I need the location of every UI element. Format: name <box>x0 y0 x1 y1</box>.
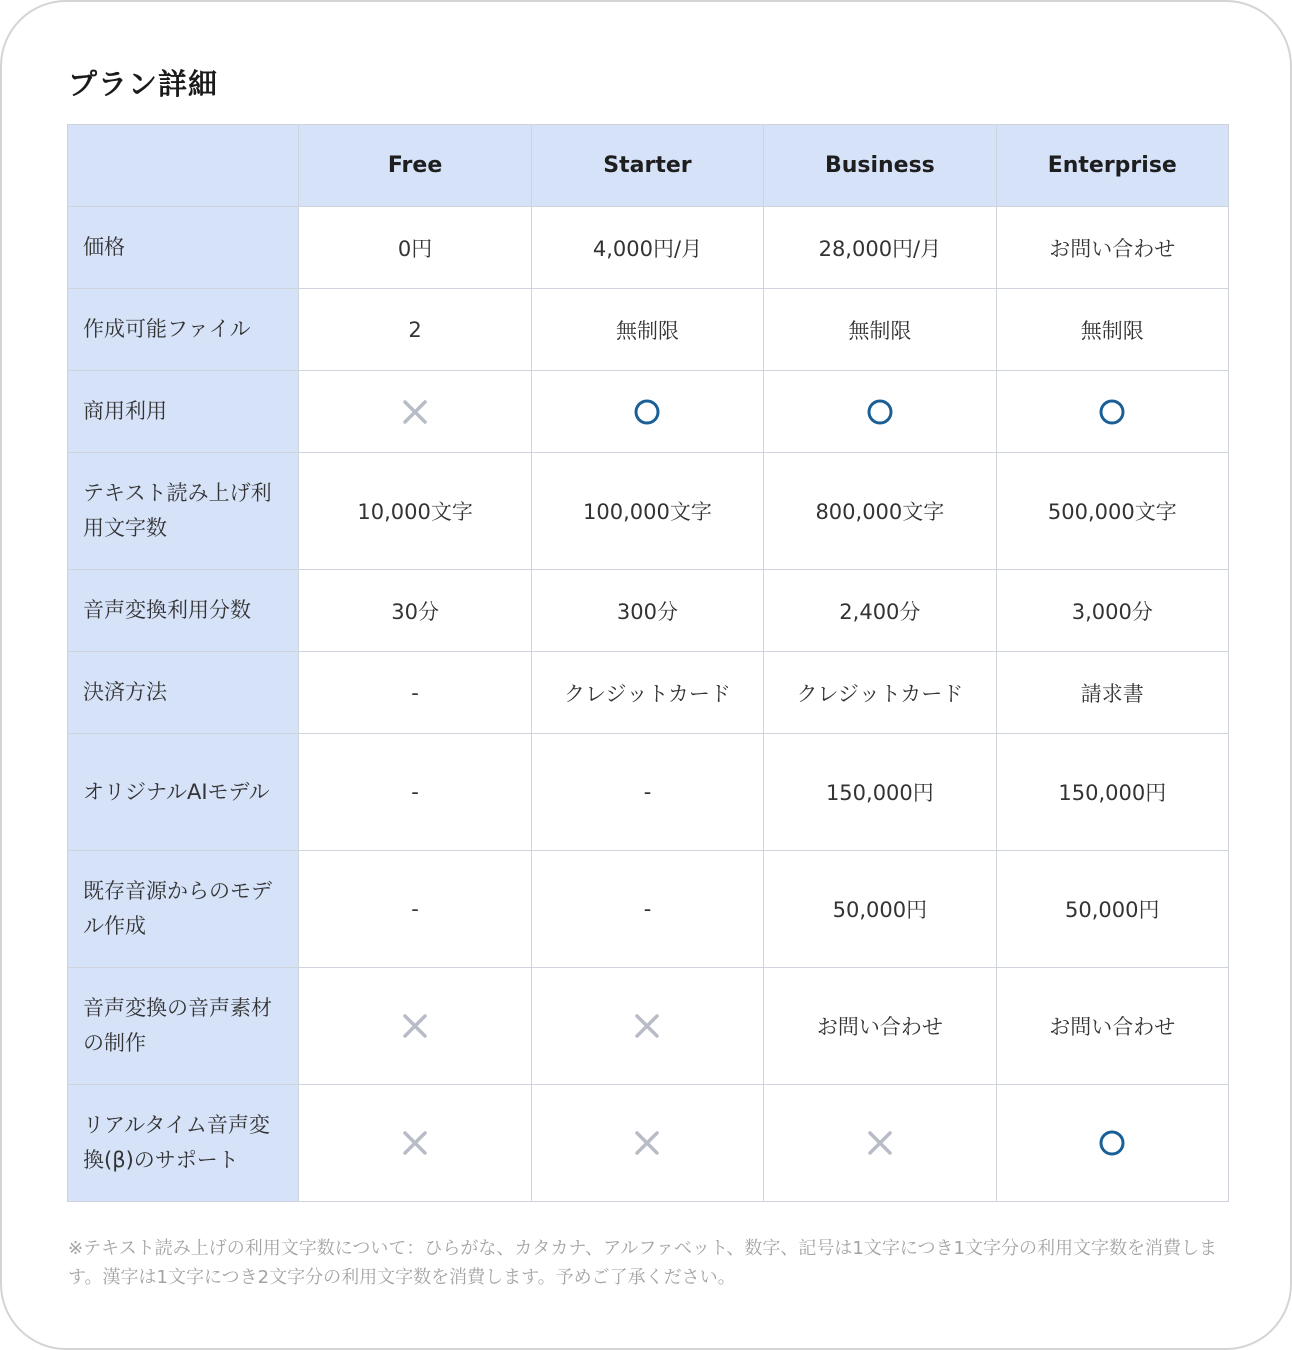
table-row <box>68 1085 1229 1202</box>
table-row <box>68 652 1229 734</box>
table-header-row <box>68 125 1229 207</box>
table-cell: 50,000円 <box>764 851 996 968</box>
row-label-original-ai-model: オリジナルAIモデル <box>68 734 299 851</box>
page-title: プラン詳細 <box>68 67 219 101</box>
table-cell: - <box>299 734 531 851</box>
table-cell <box>764 1085 996 1202</box>
circle-icon <box>1098 1129 1126 1157</box>
row-label-realtime-voice-conversion: リアルタイム音声変換(β)のサポート <box>68 1085 299 1202</box>
table-cell: お問い合わせ <box>764 968 996 1085</box>
table-row <box>68 851 1229 968</box>
table-cell: お問い合わせ <box>996 207 1228 289</box>
table-cell: 150,000円 <box>764 734 996 851</box>
plan-header-enterprise: Enterprise <box>996 125 1228 207</box>
table-cell: - <box>531 734 763 851</box>
table-cell: 10,000文字 <box>299 453 531 570</box>
table-cell: 28,000円/月 <box>764 207 996 289</box>
cross-icon <box>401 398 429 426</box>
header-corner-cell <box>68 125 299 207</box>
row-label-commercial-use: 商用利用 <box>68 371 299 453</box>
table-cell: 100,000文字 <box>531 453 763 570</box>
row-label-files: 作成可能ファイル <box>68 289 299 371</box>
row-label-voice-material-production: 音声変換の音声素材の制作 <box>68 968 299 1085</box>
row-label-payment-method: 決済方法 <box>68 652 299 734</box>
table-cell <box>996 1085 1228 1202</box>
table-row <box>68 453 1229 570</box>
table-row <box>68 371 1229 453</box>
table-row <box>68 734 1229 851</box>
table-cell <box>996 371 1228 453</box>
table-cell: 150,000円 <box>996 734 1228 851</box>
table-cell: 4,000円/月 <box>531 207 763 289</box>
table-row <box>68 289 1229 371</box>
table-cell <box>531 371 763 453</box>
row-label-price: 価格 <box>68 207 299 289</box>
table-cell: 3,000分 <box>996 570 1228 652</box>
plan-header-free: Free <box>299 125 531 207</box>
row-label-tts-characters: テキスト読み上げ利用文字数 <box>68 453 299 570</box>
table-row <box>68 570 1229 652</box>
row-label-model-from-existing-audio: 既存音源からのモデル作成 <box>68 851 299 968</box>
table-cell <box>764 371 996 453</box>
plan-header-business: Business <box>764 125 996 207</box>
table-cell: - <box>299 652 531 734</box>
table-cell: クレジットカード <box>531 652 763 734</box>
table-cell: 請求書 <box>996 652 1228 734</box>
table-cell <box>531 1085 763 1202</box>
circle-icon <box>1098 398 1126 426</box>
table-cell: 300分 <box>531 570 763 652</box>
table-cell <box>299 1085 531 1202</box>
footnote: ※テキスト読み上げの利用文字数について：ひらがな、カタカナ、アルファベット、数字、記号は1文字につき1文字分の利用文字数を消費します。漢字は1文字につき2文字分の利用文字数を消費します。予めご了承ください。 <box>68 1238 1217 1288</box>
plan-comparison-table <box>67 124 1229 1202</box>
table-cell: 500,000文字 <box>996 453 1228 570</box>
cross-icon <box>866 1129 894 1157</box>
table-cell: 50,000円 <box>996 851 1228 968</box>
table-cell: 無制限 <box>996 289 1228 371</box>
row-label-voice-conversion-minutes: 音声変換利用分数 <box>68 570 299 652</box>
table-cell: 30分 <box>299 570 531 652</box>
table-cell: 0円 <box>299 207 531 289</box>
cross-icon <box>401 1012 429 1040</box>
table-row <box>68 968 1229 1085</box>
table-cell: お問い合わせ <box>996 968 1228 1085</box>
table-cell <box>299 371 531 453</box>
cross-icon <box>633 1129 661 1157</box>
table-cell <box>531 968 763 1085</box>
table-cell: - <box>531 851 763 968</box>
table-cell: 無制限 <box>531 289 763 371</box>
table-cell: 2 <box>299 289 531 371</box>
table-cell: 800,000文字 <box>764 453 996 570</box>
circle-icon <box>633 398 661 426</box>
plan-header-starter: Starter <box>531 125 763 207</box>
table-cell: 2,400分 <box>764 570 996 652</box>
table-row <box>68 207 1229 289</box>
cross-icon <box>633 1012 661 1040</box>
table-cell <box>299 968 531 1085</box>
cross-icon <box>401 1129 429 1157</box>
table-cell: クレジットカード <box>764 652 996 734</box>
table-cell: - <box>299 851 531 968</box>
table-cell: 無制限 <box>764 289 996 371</box>
circle-icon <box>866 398 894 426</box>
